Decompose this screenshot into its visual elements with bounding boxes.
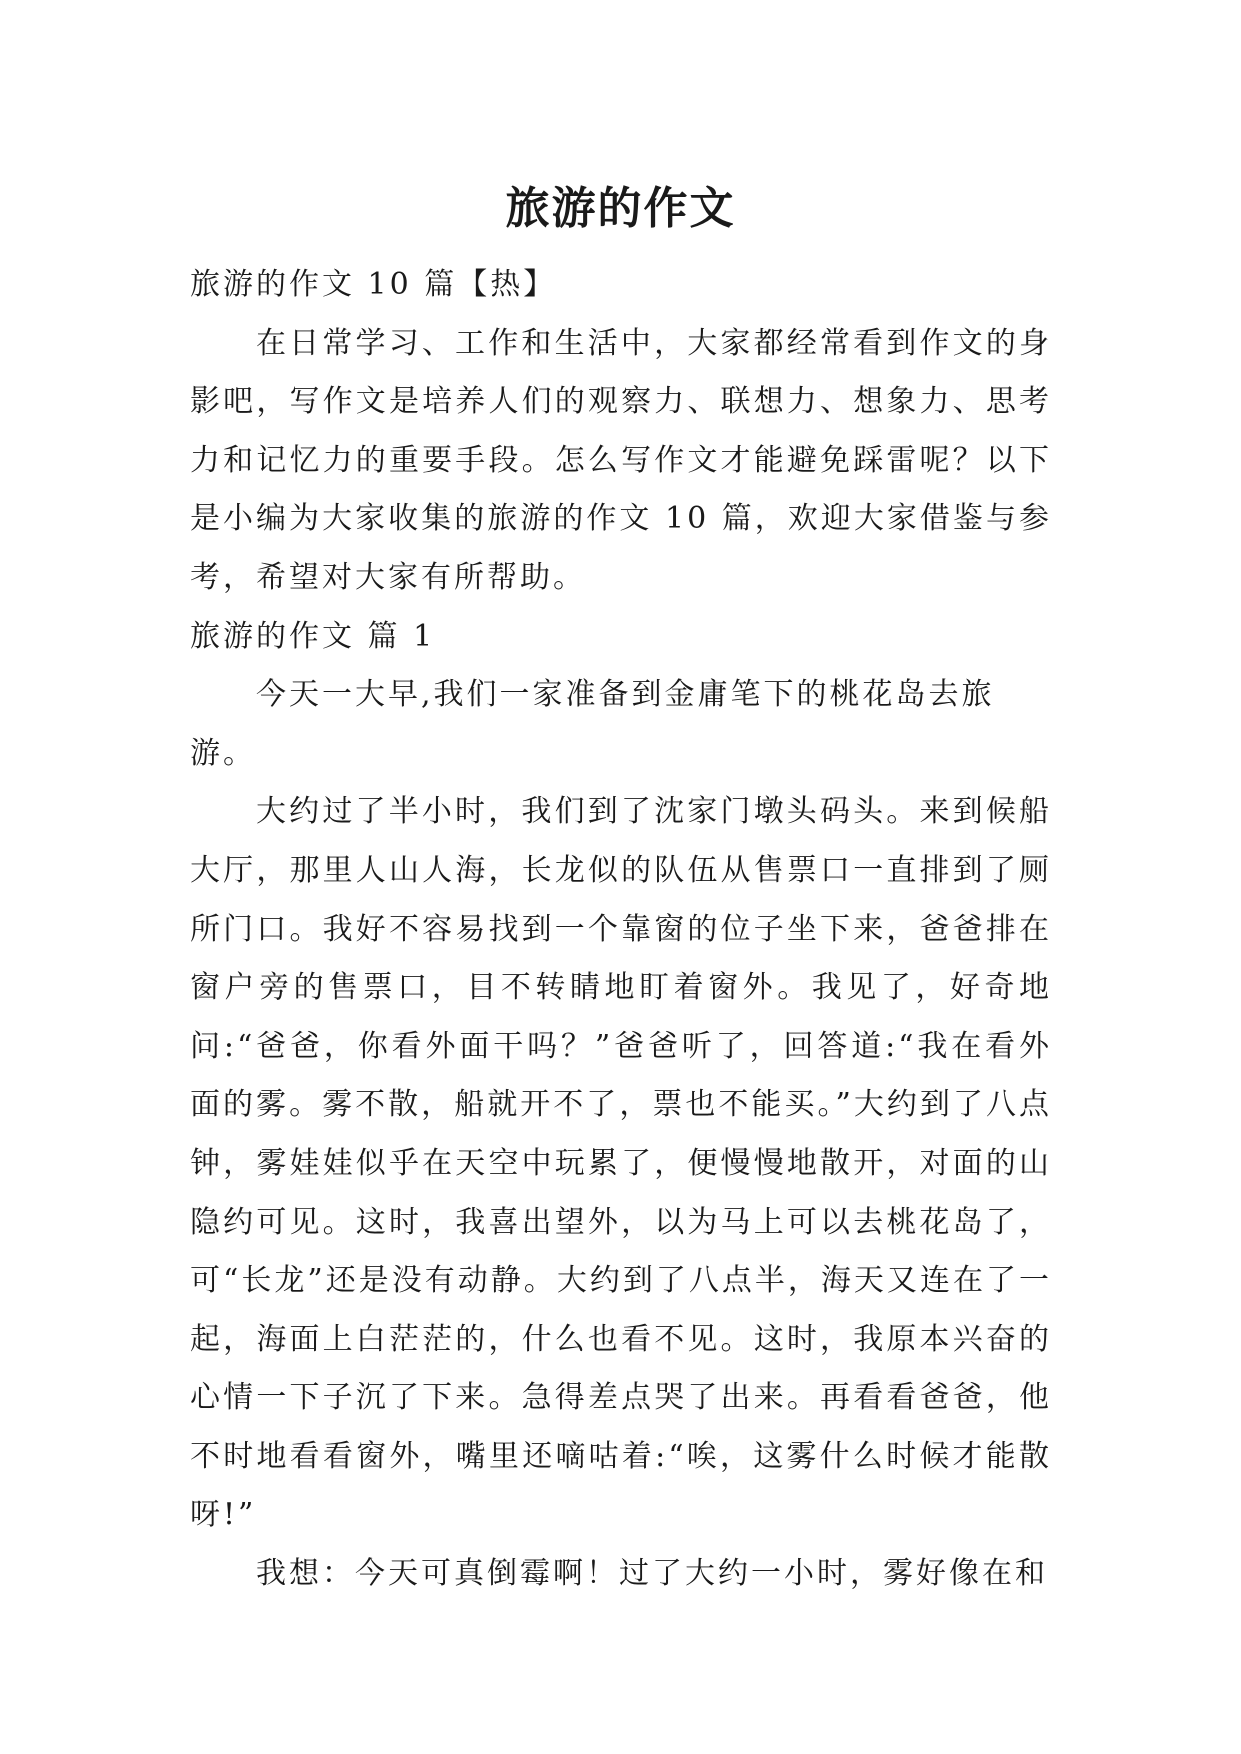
document-title: 旅游的作文 [505,183,736,235]
intro-paragraph: 在日常学习、工作和生活中，大家都经常看到作文的身影吧，写作文是培养人们的观察力、联想力、想象力、思考力和记忆力的重要手段。怎么写作文才能避免踩雷呢？以下是小编为大家收集的旅游的作文 10 篇，欢迎大家借鉴与参考，希望对大家有所帮助。 [190,325,1052,595]
story-paragraph-2: 大约过了半小时，我们到了沈家门墩头码头。来到候船大厅，那里人山人海，长龙似的队伍从售票口一直排到了厕所门口。我好不容易找到一个靠窗的位子坐下来，爸爸排在窗户旁的售票口，目不转睛地盯着窗外。我见了，好奇地问:“爸爸，你看外面干吗？”爸爸听了，回答道:“我在看外面的雾。雾不散，船就开不了，票也不能买。”大约到了八点钟，雾娃娃似乎在天空中玩累了，便慢慢地散开，对面的山隐约可见。这时，我喜出望外，以为马上可以去桃花岛了，可“长龙”还是没有动静。大约到了八点半，海天又连在了一起，海面上白茫茫的，什么也看不见。这时，我原本兴奋的心情一下子沉了下来。急得差点哭了出来。再看看爸爸，他不时地看看窗外，嘴里还嘀咕着:“唉，这雾什么时候才能散呀!” [190,794,1052,1533]
story-paragraph-1: 今天一大早,我们一家准备到金庸笔下的桃花岛去旅游。 [190,677,995,771]
section-heading: 旅游的作文 篇 1 [190,618,436,654]
story-paragraph-3: 我想：今天可真倒霉啊！过了大约一小时，雾好像在和 [256,1556,1048,1592]
document-body [190,256,1052,1604]
document-subtitle: 旅游的作文 10 篇【热】 [190,267,557,302]
